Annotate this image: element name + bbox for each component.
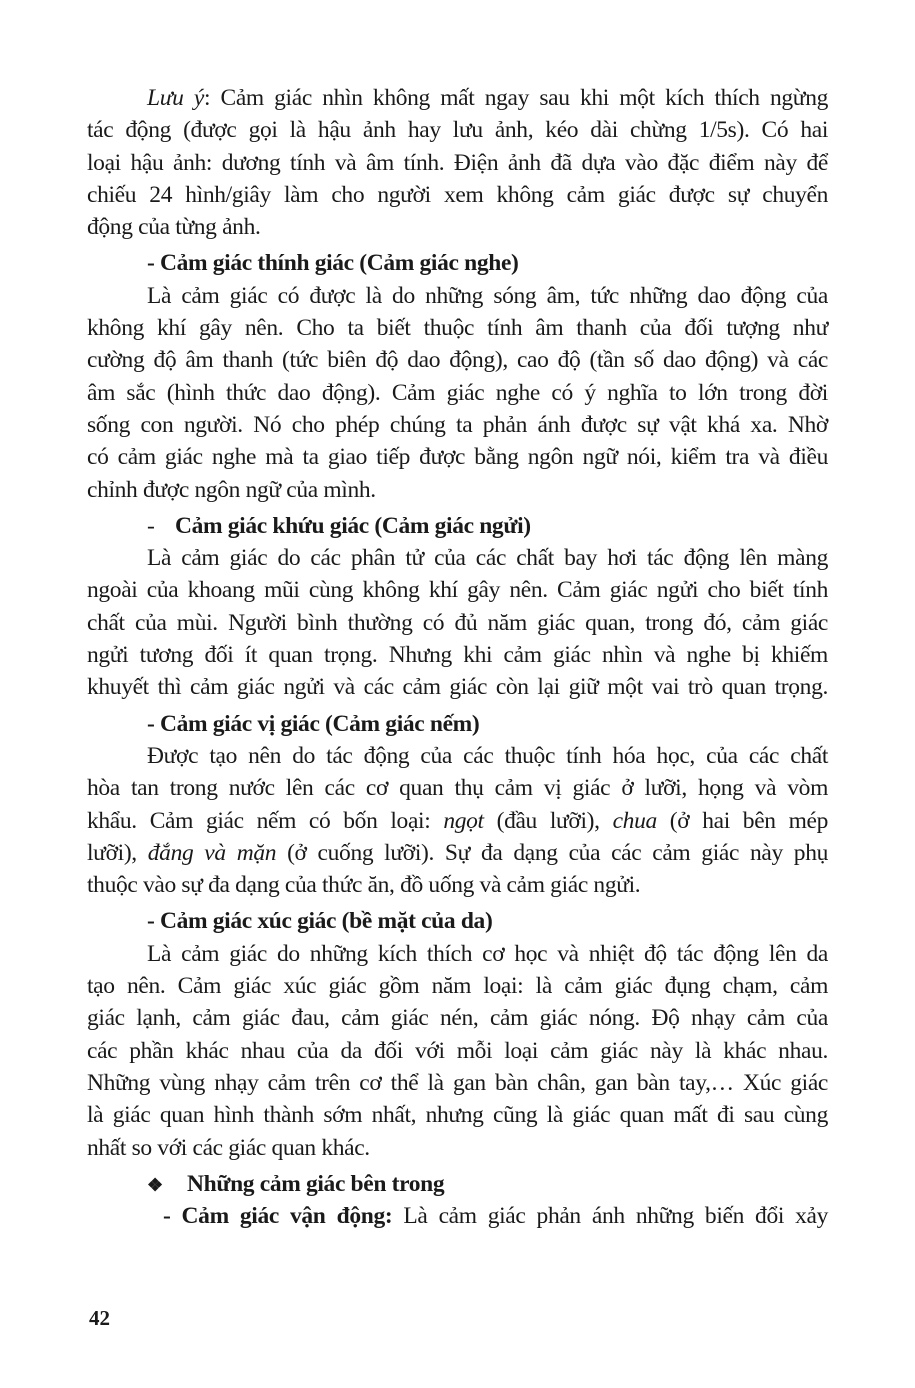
taste-bitter-salty: đắng và mặn <box>147 839 277 866</box>
text-line: âm sắc (hình thức dao động). Cảm giác nghe có ý nghĩa to lớn trong đời <box>87 379 828 406</box>
text-line: hòa tan trong nước lên các cơ quan thụ cảm vị giác ở lưỡi, họng và vòm <box>87 775 828 802</box>
text-line: nhất so với các giác quan khác. <box>87 1134 370 1161</box>
note-label: Lưu ý <box>147 85 204 111</box>
text-line: sống con người. Nó cho phép chúng ta phản ánh được sự vật khá xa. Nhờ <box>87 411 828 438</box>
taste-sweet: ngọt <box>443 807 484 834</box>
section-heading-hearing: - Cảm giác thính giác (Cảm giác nghe) <box>147 250 519 277</box>
smell-paragraph <box>87 542 828 703</box>
section-heading-internal: ❖ Những cảm giác bên trong <box>87 1168 828 1200</box>
taste-paragraph <box>87 740 828 901</box>
taste-sour: chua <box>612 807 657 834</box>
touch-paragraph <box>87 938 828 1164</box>
note-paragraph <box>87 82 828 243</box>
text-line: không khí gây nên. Cho ta biết thuộc tính âm thanh của đối tượng như <box>87 315 828 342</box>
motor-label: - Cảm giác vận động: <box>163 1203 393 1230</box>
hearing-paragraph <box>87 280 828 506</box>
text-line: Những vùng nhạy cảm trên cơ thể là gan bàn chân, gan bàn tay,… Xúc giác <box>87 1069 828 1096</box>
motor-sensation-line: - Cảm giác vận động: Là cảm giác phản ánh những biến đổi xảy <box>163 1203 828 1230</box>
text-line: tạo nên. Cảm giác xúc giác gồm năm loại: là cảm giác đụng chạm, cảm <box>87 973 828 1000</box>
text-line: là giác quan hình thành sớm nhất, nhưng cũng là giác quan mất đi sau cùng <box>87 1102 828 1129</box>
section-heading-touch: - Cảm giác xúc giác (bề mặt của da) <box>147 908 493 935</box>
text-line: thuộc vào sự đa dạng của thức ăn, đồ uống và cảm giác ngửi. <box>87 872 641 899</box>
text-line: có cảm giác nghe mà ta giao tiếp được bằng ngôn ngữ nói, kiểm tra và điều <box>87 444 828 471</box>
text-line: các phần khác nhau của da đối với mỗi loại cảm giác này là khác nhau. <box>87 1037 828 1064</box>
text-line: chỉnh được ngôn ngữ của mình. <box>87 476 376 503</box>
page-body <box>87 82 828 1232</box>
text-line: cường độ âm thanh (tức biên độ dao động), cao độ (tần số dao động) và các <box>87 347 828 374</box>
text-line: ngoài của khoang mũi cùng không khí gây nên. Cảm giác ngửi cho biết tính <box>87 577 828 604</box>
text-line: Được tạo nên do tác động của các thuộc tính hóa học, của các chất <box>147 742 828 769</box>
page-number: 42 <box>89 1306 110 1330</box>
text-line: ngửi tương đối ít quan trọng. Nhưng khi cảm giác nhìn và nghe bị khiếm <box>87 642 828 669</box>
text-line: giác lạnh, cảm giác đau, cảm giác nén, cảm giác nóng. Độ nhạy cảm của <box>87 1005 828 1032</box>
text-line: Là cảm giác do những kích thích cơ học và nhiệt độ tác động lên da <box>147 940 828 967</box>
diamond-bullet-icon: ❖ <box>147 1174 163 1195</box>
text-line: khẩu. Cảm giác nếm có bốn loại: ngọt (đầu lưỡi), chua (ở hai bên mép <box>87 807 828 834</box>
text-line: động của từng ảnh. <box>87 214 261 241</box>
text-line: lưỡi), đắng và mặn (ở cuống lưỡi). Sự đa dạng của các cảm giác này phụ <box>87 839 828 866</box>
text-line: chất của mùi. Người bình thường có đủ năm giác quan, trong đó, cảm giác <box>87 609 828 636</box>
section-heading-smell: - Cảm giác khứu giác (Cảm giác ngửi) <box>87 510 828 542</box>
text-line: Lưu ý: Cảm giác nhìn không mất ngay sau khi một kích thích ngừng <box>147 85 828 111</box>
text-line: Là cảm giác có được là do những sóng âm, tức những dao động của <box>147 282 828 309</box>
text-line: khuyết thì cảm giác ngửi và các cảm giác còn lại giữ một vai trò quan trọng. <box>87 674 828 701</box>
text-line: tác động (được gọi là hậu ảnh hay lưu ảnh, kéo dài chừng 1/5s). Có hai <box>87 117 828 144</box>
text-line: loại hậu ảnh: dương tính và âm tính. Điện ảnh đã dựa vào đặc điểm này để <box>87 149 828 176</box>
dash: - <box>147 512 155 539</box>
text-line: Là cảm giác do các phân tử của các chất bay hơi tác động lên màng <box>147 545 828 572</box>
text-line: chiếu 24 hình/giây làm cho người xem không cảm giác được sự chuyển <box>87 181 828 208</box>
section-heading-taste: - Cảm giác vị giác (Cảm giác nếm) <box>147 710 480 737</box>
